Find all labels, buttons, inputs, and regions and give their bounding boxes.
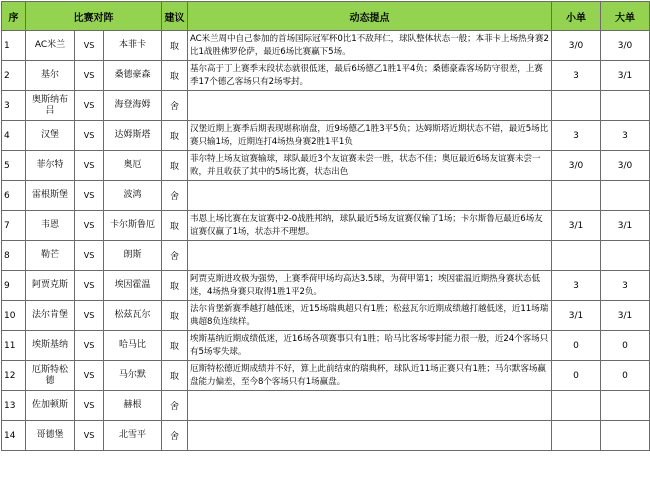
small-bet [552,241,601,271]
recommendation: 舍 [162,391,188,421]
small-bet [552,91,601,121]
home-team: 韦恩 [26,211,75,241]
vs-label: VS [75,121,104,151]
vs-label: VS [75,331,104,361]
header-small: 小单 [552,2,601,31]
recommendation: 取 [162,271,188,301]
big-bet [601,91,650,121]
table-row [2,151,650,181]
small-bet [552,181,601,211]
vs-label: VS [75,181,104,211]
table-body [2,31,650,451]
recommendation: 取 [162,331,188,361]
big-bet: 3/1 [601,301,650,331]
big-bet [601,421,650,451]
small-bet: 3 [552,271,601,301]
row-number: 4 [2,121,26,151]
recommendation: 取 [162,211,188,241]
recommendation: 取 [162,121,188,151]
row-number: 6 [2,181,26,211]
analysis-note [188,421,552,451]
row-number: 1 [2,31,26,61]
header-match: 比赛对阵 [26,2,162,31]
recommendation: 取 [162,151,188,181]
big-bet: 3/0 [601,151,650,181]
home-team: 埃斯基纳 [26,331,75,361]
row-number: 5 [2,151,26,181]
analysis-note: 菲尔特上场友谊赛输球，球队最近3个友谊赛未尝一胜，状态不佳；奥厄最近6场友谊赛未尝一败，并且收获了其中的5场比赛，状态出色 [188,151,552,181]
header-seq: 序 [2,2,26,31]
row-number: 14 [2,421,26,451]
home-team: 基尔 [26,61,75,91]
predictions-table [1,1,650,451]
small-bet: 3 [552,61,601,91]
row-number: 10 [2,301,26,331]
vs-label: VS [75,301,104,331]
small-bet: 3/0 [552,151,601,181]
home-team: AC米兰 [26,31,75,61]
header-big: 大单 [601,2,650,31]
analysis-note [188,181,552,211]
vs-label: VS [75,271,104,301]
analysis-note [188,91,552,121]
vs-label: VS [75,91,104,121]
analysis-note: 埃斯基纳近期成绩低迷，近16场各项赛事只有1胜；哈马比客场零封能力很一般，近24个客场只有5场零失球。 [188,331,552,361]
table-row [2,391,650,421]
analysis-note: 阿贾克斯进攻极为强势，上赛季荷甲场均高达3.5球，为荷甲第1；埃因霍温近期热身赛状态低迷，4场热身赛只取得1胜1平2负。 [188,271,552,301]
vs-label: VS [75,151,104,181]
vs-label: VS [75,61,104,91]
vs-label: VS [75,391,104,421]
home-team: 哥德堡 [26,421,75,451]
recommendation: 取 [162,301,188,331]
analysis-note: 韦恩上场比赛在友谊赛中2-0战胜邦纳，球队最近5场友谊赛仅输了1场；卡尔斯鲁厄最近6场友谊赛仅赢了1场，状态并不理想。 [188,211,552,241]
recommendation: 舍 [162,91,188,121]
away-team: 海登海姆 [104,91,162,121]
table-row [2,121,650,151]
table-row [2,241,650,271]
vs-label: VS [75,241,104,271]
big-bet: 0 [601,361,650,391]
small-bet: 0 [552,331,601,361]
small-bet: 3/0 [552,31,601,61]
away-team: 哈马比 [104,331,162,361]
home-team: 菲尔特 [26,151,75,181]
table-row [2,271,650,301]
small-bet: 0 [552,361,601,391]
header-row [2,2,650,31]
row-number: 3 [2,91,26,121]
big-bet: 0 [601,331,650,361]
table-row [2,361,650,391]
row-number: 12 [2,361,26,391]
header-notes: 动态提点 [188,2,552,31]
small-bet [552,391,601,421]
table-row [2,331,650,361]
row-number: 7 [2,211,26,241]
vs-label: VS [75,211,104,241]
home-team: 雷根斯堡 [26,181,75,211]
table-row [2,211,650,241]
small-bet [552,421,601,451]
table-row [2,61,650,91]
recommendation: 舍 [162,421,188,451]
vs-label: VS [75,31,104,61]
big-bet: 3 [601,271,650,301]
big-bet [601,391,650,421]
small-bet: 3/1 [552,301,601,331]
analysis-note: 基尔高于丁上赛季末段状态就很低迷，最后6场德乙1胜1平4负；桑德豪森客场防守很差，上赛季17个德乙客场只有2场零封。 [188,61,552,91]
big-bet [601,241,650,271]
away-team: 达姆斯塔 [104,121,162,151]
away-team: 卡尔斯鲁厄 [104,211,162,241]
home-team: 厄斯特松德 [26,361,75,391]
vs-label: VS [75,361,104,391]
analysis-note: 厄斯特松德近期成绩并不好，算上此前结束的瑞典杯，球队近11场正赛只有1胜；马尔默客场赢盘能力偏差，至今8个客场只有1场赢盘。 [188,361,552,391]
home-team: 勒芒 [26,241,75,271]
big-bet: 3 [601,121,650,151]
small-bet: 3 [552,121,601,151]
recommendation: 舍 [162,181,188,211]
away-team: 朗斯 [104,241,162,271]
away-team: 赫根 [104,391,162,421]
away-team: 桑德豪森 [104,61,162,91]
row-number: 8 [2,241,26,271]
analysis-note [188,241,552,271]
vs-label: VS [75,421,104,451]
table-row [2,301,650,331]
home-team: 奥斯纳布吕 [26,91,75,121]
away-team: 本菲卡 [104,31,162,61]
row-number: 11 [2,331,26,361]
home-team: 佐加顿斯 [26,391,75,421]
recommendation: 舍 [162,241,188,271]
table-row [2,181,650,211]
away-team: 波鸿 [104,181,162,211]
recommendation: 取 [162,61,188,91]
row-number: 9 [2,271,26,301]
away-team: 奥厄 [104,151,162,181]
away-team: 北雪平 [104,421,162,451]
away-team: 松兹瓦尔 [104,301,162,331]
analysis-note: 汉堡近期上赛季后期表现堪称崩盘，近9场德乙1胜3平5负；达姆斯塔近期状态不错，最近5场比赛只输1场，近期连打4场热身赛2胜1平1负 [188,121,552,151]
big-bet: 3/0 [601,31,650,61]
small-bet: 3/1 [552,211,601,241]
analysis-note: AC米兰周中自己参加的首场国际冠军杯0比1不敌拜仁，球队整体状态一般；本菲卡上场热身赛2比1战胜佛罗伦萨，最近6场比赛赢下5场。 [188,31,552,61]
table-row [2,31,650,61]
home-team: 法尔肯堡 [26,301,75,331]
analysis-note: 法尔肯堡新赛季越打越低迷，近15场瑞典超只有1胜；松兹瓦尔近期成绩越打越低迷，近11场瑞典超8负连续样。 [188,301,552,331]
big-bet: 3/1 [601,61,650,91]
away-team: 埃因霍温 [104,271,162,301]
away-team: 马尔默 [104,361,162,391]
recommendation: 取 [162,31,188,61]
row-number: 2 [2,61,26,91]
big-bet: 3/1 [601,211,650,241]
home-team: 阿贾克斯 [26,271,75,301]
analysis-note [188,391,552,421]
table-row [2,91,650,121]
recommendation: 取 [162,361,188,391]
header-recommend: 建议 [162,2,188,31]
big-bet [601,181,650,211]
table-row [2,421,650,451]
home-team: 汉堡 [26,121,75,151]
row-number: 13 [2,391,26,421]
